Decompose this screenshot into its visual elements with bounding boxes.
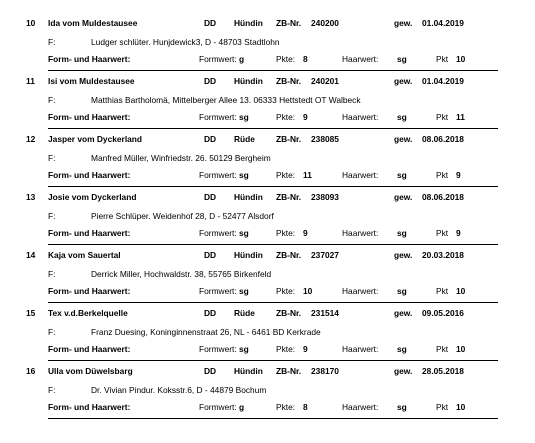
owner-text: Dr. Vivian Pindur. Koksstr.6, D - 44879 Bochum <box>91 385 267 395</box>
pkt-value: 10 <box>456 286 466 296</box>
birth-label: gew. <box>394 76 413 86</box>
pkt-value: 9 <box>456 170 461 180</box>
owner-label: F: <box>48 95 56 105</box>
pkt-label: Pkt <box>436 170 449 180</box>
form-haar-label: Form- und Haarwert: <box>48 112 131 122</box>
pkte-value: 8 <box>303 402 308 412</box>
zb-label: ZB-Nr. <box>276 134 302 144</box>
pkte-label: Pkte: <box>276 344 296 354</box>
owner-label: F: <box>48 327 56 337</box>
dog-name: Josie vom Dyckerland <box>48 192 137 202</box>
pkte-label: Pkte: <box>276 54 296 64</box>
pkt-label: Pkt <box>436 54 449 64</box>
owner-text: Matthias Bartholomä, Mittelberger Allee 13. 06333 Hettstedt OT Walbeck <box>91 95 361 105</box>
birth-label: gew. <box>394 308 413 318</box>
owner-label: F: <box>48 211 56 221</box>
pkt-value: 10 <box>456 54 466 64</box>
birth-date: 01.04.2019 <box>422 18 464 28</box>
formwert-value: sg <box>239 344 249 354</box>
entry-number: 14 <box>26 250 36 260</box>
haarwert-value: sg <box>397 170 407 180</box>
pkte-label: Pkte: <box>276 286 296 296</box>
formwert-value: sg <box>239 228 249 238</box>
form-haar-label: Form- und Haarwert: <box>48 54 131 64</box>
registry-entry <box>26 188 498 245</box>
haarwert-value: sg <box>397 112 407 122</box>
zb-label: ZB-Nr. <box>276 308 302 318</box>
formwert-label: Formwert: <box>199 170 237 180</box>
birth-label: gew. <box>394 366 413 376</box>
birth-date: 28.05.2018 <box>422 366 464 376</box>
birth-date: 08.06.2018 <box>422 134 464 144</box>
zb-number: 231514 <box>311 308 339 318</box>
form-haar-label: Form- und Haarwert: <box>48 228 131 238</box>
breed-code: DD <box>204 250 217 260</box>
zb-label: ZB-Nr. <box>276 192 302 202</box>
formwert-value: sg <box>239 286 249 296</box>
form-haar-label: Form- und Haarwert: <box>48 286 131 296</box>
birth-date: 01.04.2019 <box>422 76 464 86</box>
formwert-value: g <box>239 402 245 412</box>
haarwert-label: Haarwert: <box>342 54 379 64</box>
owner-label: F: <box>48 153 56 163</box>
pkt-value: 10 <box>456 344 466 354</box>
formwert-value: sg <box>239 170 249 180</box>
haarwert-label: Haarwert: <box>342 402 379 412</box>
form-haar-label: Form- und Haarwert: <box>48 170 131 180</box>
form-haar-label: Form- und Haarwert: <box>48 344 131 354</box>
zb-number: 238085 <box>311 134 339 144</box>
owner-text: Derrick Miller, Hochwaldstr. 38, 55765 Birkenfeld <box>91 269 272 279</box>
breed-code: DD <box>204 366 217 376</box>
dog-sex: Hündin <box>234 366 263 376</box>
breed-code: DD <box>204 192 217 202</box>
dog-name: Kaja vom Sauertal <box>48 250 121 260</box>
dog-sex: Hündin <box>234 18 263 28</box>
owner-label: F: <box>48 37 56 47</box>
registry-entry <box>26 362 498 419</box>
dog-sex: Rüde <box>234 134 255 144</box>
form-haar-label: Form- und Haarwert: <box>48 402 131 412</box>
owner-label: F: <box>48 385 56 395</box>
zb-label: ZB-Nr. <box>276 76 302 86</box>
dog-sex: Hündin <box>234 250 263 260</box>
pkte-value: 9 <box>303 228 308 238</box>
breed-code: DD <box>204 18 217 28</box>
zb-label: ZB-Nr. <box>276 18 302 28</box>
entry-number: 10 <box>26 18 36 28</box>
dog-name: Isi vom Muldestausee <box>48 76 135 86</box>
haarwert-label: Haarwert: <box>342 286 379 296</box>
breed-code: DD <box>204 76 217 86</box>
pkte-label: Pkte: <box>276 112 296 122</box>
entry-number: 11 <box>26 76 35 86</box>
pkte-value: 10 <box>303 286 313 296</box>
zb-number: 238093 <box>311 192 339 202</box>
owner-text: Manfred Müller, Winfriedstr. 26. 50129 Bergheim <box>91 153 271 163</box>
dog-sex: Hündin <box>234 192 263 202</box>
registry-entry <box>26 14 498 71</box>
pkte-value: 9 <box>303 344 308 354</box>
registry-entry <box>26 304 498 361</box>
pkte-label: Pkte: <box>276 228 296 238</box>
birth-label: gew. <box>394 250 413 260</box>
birth-date: 09.05.2016 <box>422 308 464 318</box>
pkt-label: Pkt <box>436 402 449 412</box>
entry-number: 13 <box>26 192 36 202</box>
dog-name: Jasper vom Dyckerland <box>48 134 143 144</box>
haarwert-value: sg <box>397 54 407 64</box>
owner-text: Franz Duesing, Koninginnenstraat 26, NL - 6461 BD Kerkrade <box>91 327 321 337</box>
dog-name: Tex v.d.Berkelquelle <box>48 308 128 318</box>
pkte-value: 8 <box>303 54 308 64</box>
entry-number: 15 <box>26 308 36 318</box>
owner-label: F: <box>48 269 56 279</box>
owner-text: Pierre Schlüper. Weidenhof 28, D - 52477 Alsdorf <box>91 211 274 221</box>
formwert-value: g <box>239 54 245 64</box>
registry-entry <box>26 246 498 303</box>
formwert-value: sg <box>239 112 249 122</box>
formwert-label: Formwert: <box>199 112 237 122</box>
pkt-label: Pkt <box>436 112 449 122</box>
pkt-label: Pkt <box>436 228 449 238</box>
zb-number: 240200 <box>311 18 339 28</box>
formwert-label: Formwert: <box>199 54 237 64</box>
pkt-value: 10 <box>456 402 466 412</box>
owner-text: Ludger schlüter. Hunjdewick3, D - 48703 Stadtlohn <box>91 37 280 47</box>
pkte-label: Pkte: <box>276 170 296 180</box>
formwert-label: Formwert: <box>199 286 237 296</box>
pkte-label: Pkte: <box>276 402 296 412</box>
entry-number: 16 <box>26 366 36 376</box>
birth-date: 20.03.2018 <box>422 250 464 260</box>
formwert-label: Formwert: <box>199 402 237 412</box>
dog-name: Ida vom Muldestausee <box>48 18 138 28</box>
registry-entry <box>26 130 498 187</box>
haarwert-label: Haarwert: <box>342 344 379 354</box>
haarwert-label: Haarwert: <box>342 112 379 122</box>
birth-label: gew. <box>394 134 413 144</box>
birth-date: 08.06.2018 <box>422 192 464 202</box>
pkte-value: 9 <box>303 112 308 122</box>
registry-entry <box>26 72 498 129</box>
pkt-label: Pkt <box>436 286 449 296</box>
pkt-label: Pkt <box>436 344 449 354</box>
haarwert-value: sg <box>397 402 407 412</box>
zb-number: 238170 <box>311 366 339 376</box>
breed-code: DD <box>204 134 217 144</box>
pkt-value: 9 <box>456 228 461 238</box>
dog-sex: Hündin <box>234 76 263 86</box>
zb-label: ZB-Nr. <box>276 250 302 260</box>
dog-sex: Rüde <box>234 308 255 318</box>
dog-name: Ulla vom Düwelsbarg <box>48 366 133 376</box>
breed-code: DD <box>204 308 217 318</box>
zb-number: 237027 <box>311 250 339 260</box>
haarwert-label: Haarwert: <box>342 170 379 180</box>
birth-label: gew. <box>394 18 413 28</box>
haarwert-value: sg <box>397 286 407 296</box>
haarwert-value: sg <box>397 344 407 354</box>
zb-number: 240201 <box>311 76 339 86</box>
formwert-label: Formwert: <box>199 344 237 354</box>
birth-label: gew. <box>394 192 413 202</box>
formwert-label: Formwert: <box>199 228 237 238</box>
haarwert-label: Haarwert: <box>342 228 379 238</box>
zb-label: ZB-Nr. <box>276 366 302 376</box>
pkt-value: 11 <box>456 112 465 122</box>
haarwert-value: sg <box>397 228 407 238</box>
pkte-value: 11 <box>303 170 312 180</box>
entry-number: 12 <box>26 134 36 144</box>
